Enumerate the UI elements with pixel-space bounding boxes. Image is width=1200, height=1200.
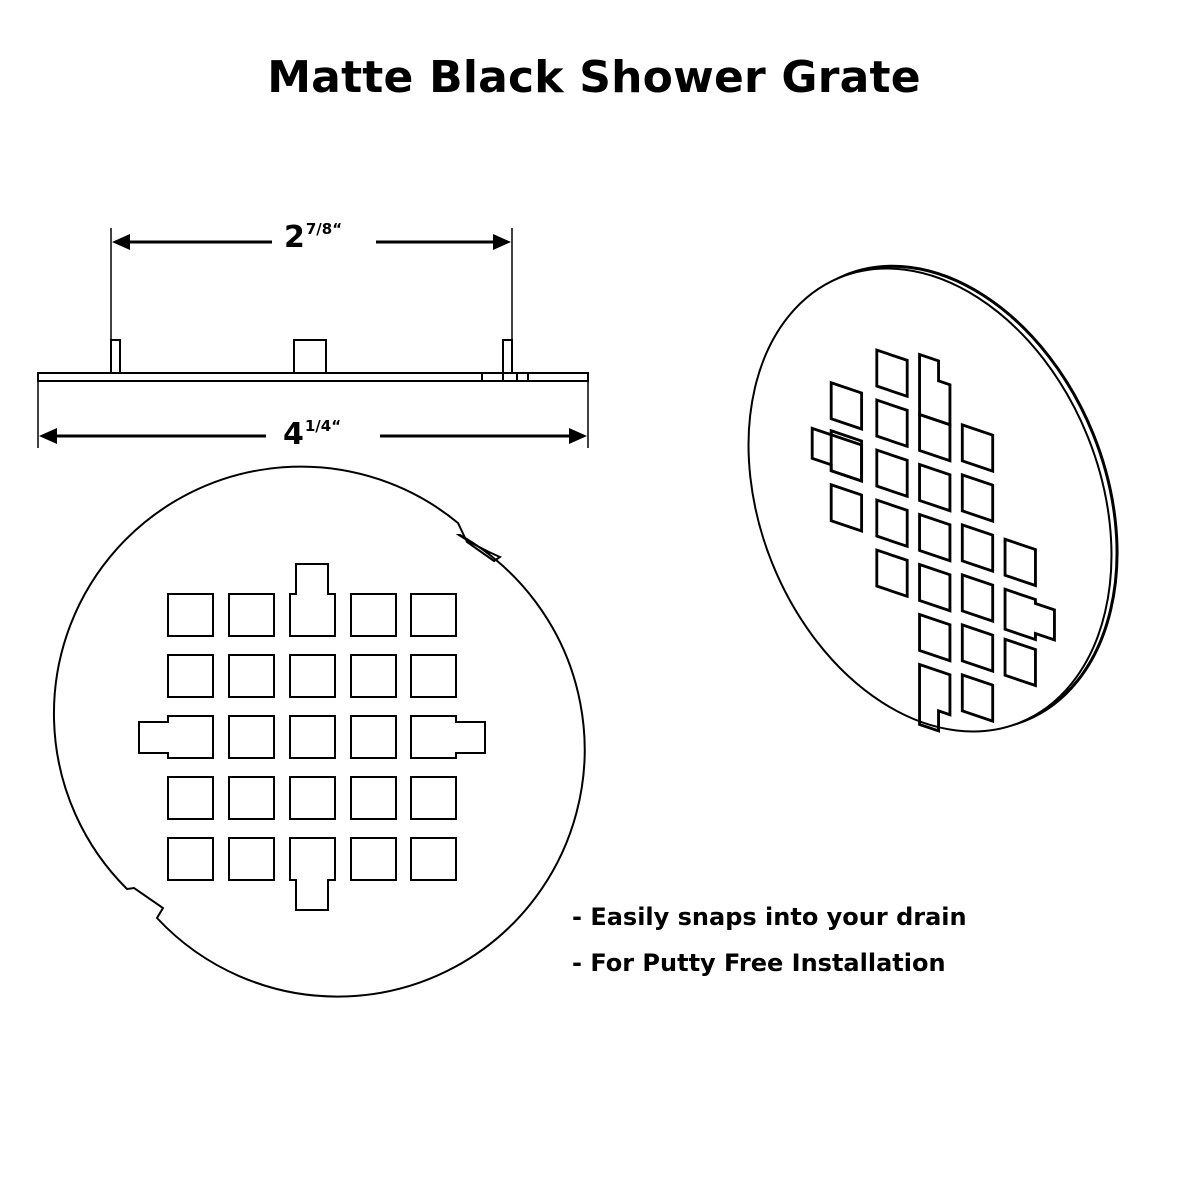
arrowhead-inner-right (493, 234, 511, 250)
inner-width-label: $2^{7/8“}$ (278, 222, 348, 253)
grate-outline (54, 467, 585, 997)
arrowhead-outer-right (569, 428, 587, 444)
page-title: Matte Black Shower Grate (267, 52, 921, 103)
feature-item: - For Putty Free Installation (572, 949, 946, 977)
arrowhead-outer-left (39, 428, 57, 444)
feature-item: - Easily snaps into your drain (572, 903, 967, 931)
profile-center-post (294, 340, 326, 373)
keyed-opening-top (290, 564, 335, 636)
feature-list (572, 902, 967, 994)
front-view (54, 467, 585, 997)
side-profile-view (38, 228, 588, 448)
profile-left-tab (111, 340, 120, 373)
profile-right-tab (503, 340, 512, 373)
keyed-opening-bottom (290, 838, 335, 910)
perspective-view (682, 212, 1183, 787)
profile-plate (38, 373, 588, 381)
perspective-outline (682, 214, 1177, 786)
arrowhead-inner-left (112, 234, 130, 250)
outer-diameter-label: $4^{1/4“}$ (277, 419, 347, 450)
keyed-opening-right (411, 716, 485, 758)
keyed-opening-left (139, 716, 213, 758)
grate-openings (139, 564, 485, 910)
